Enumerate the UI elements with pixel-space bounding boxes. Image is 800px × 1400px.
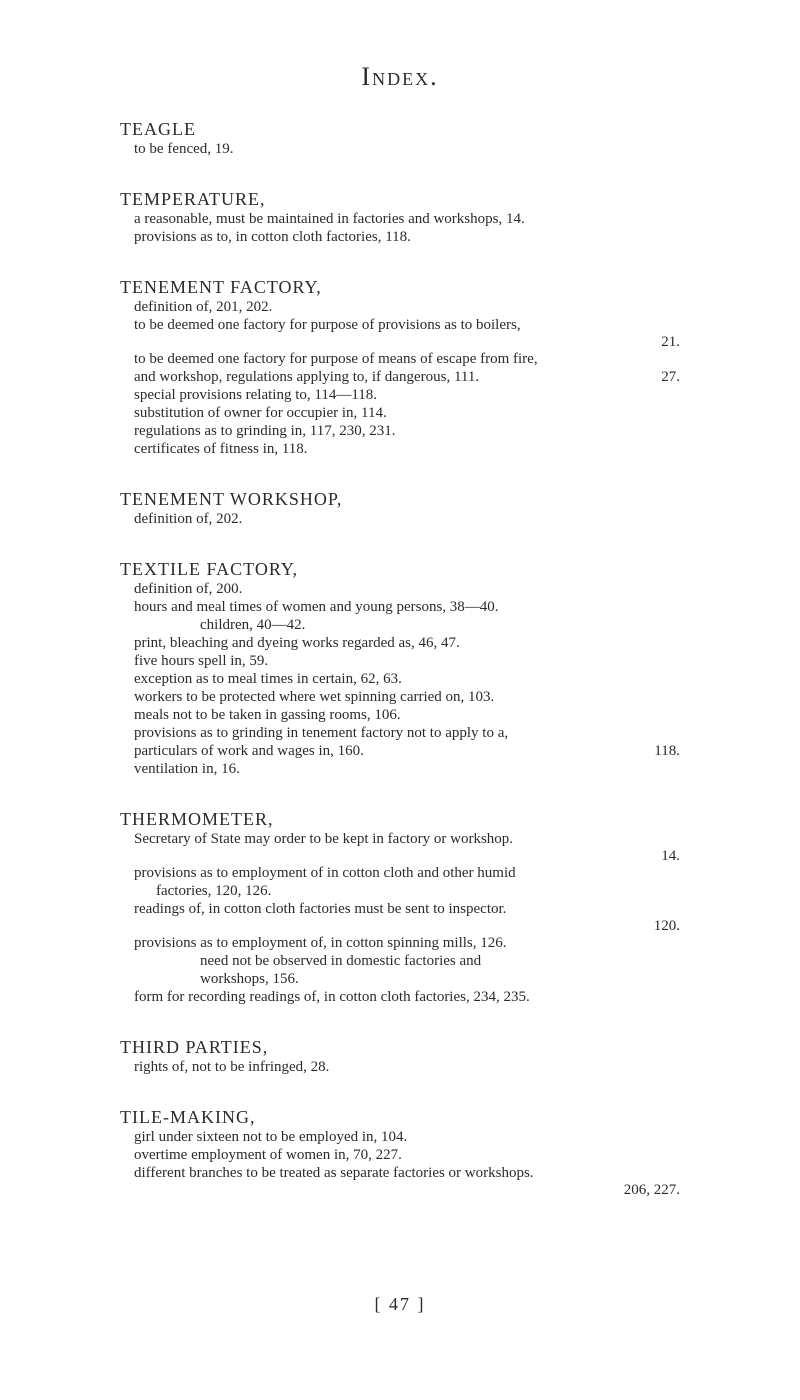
entry-line-text: particulars of work and wages in, 160. bbox=[134, 743, 364, 759]
entry-subline: children, 40—42. bbox=[200, 617, 306, 633]
index-entry-teagle bbox=[120, 118, 680, 158]
entry-line: meals not to be taken in gassing rooms, 106. bbox=[134, 707, 401, 723]
entry-heading: TENEMENT WORKSHOP, bbox=[120, 489, 343, 509]
index-content bbox=[120, 118, 680, 1228]
entry-line: different branches to be treated as separate factories or workshops. bbox=[134, 1165, 534, 1181]
entry-page-ref: 14. bbox=[661, 848, 680, 864]
entry-subline: factories, 120, 126. bbox=[156, 883, 272, 899]
entry-heading: THERMOMETER, bbox=[120, 809, 274, 829]
entry-line: definition of, 202. bbox=[134, 511, 243, 527]
entry-line: hours and meal times of women and young persons, 38—40. bbox=[134, 599, 499, 615]
entry-line: provisions as to employment of, in cotton spinning mills, 126. bbox=[134, 935, 507, 951]
index-entry-temperature bbox=[120, 188, 680, 246]
entry-line: workers to be protected where wet spinning carried on, 103. bbox=[134, 689, 495, 705]
page-title: Index. bbox=[361, 62, 439, 91]
entry-line: definition of, 201, 202. bbox=[134, 299, 273, 315]
entry-heading: TEMPERATURE, bbox=[120, 189, 266, 209]
page-number: [ 47 ] bbox=[374, 1294, 426, 1314]
entry-line: provisions as to employment of in cotton cloth and other humid bbox=[134, 865, 516, 881]
entry-line: exception as to meal times in certain, 62, 63. bbox=[134, 671, 402, 687]
entry-line: substitution of owner for occupier in, 114. bbox=[134, 405, 387, 421]
entry-line: definition of, 200. bbox=[134, 581, 243, 597]
entry-line: five hours spell in, 59. bbox=[134, 653, 269, 669]
entry-line: girl under sixteen not to be employed in, 104. bbox=[134, 1129, 408, 1145]
entry-line: readings of, in cotton cloth factories must be sent to inspector. bbox=[134, 901, 507, 917]
entry-line: certificates of fitness in, 118. bbox=[134, 441, 308, 457]
entry-line: to be fenced, 19. bbox=[134, 141, 234, 157]
entry-heading: TILE-MAKING, bbox=[120, 1107, 256, 1127]
entry-line: special provisions relating to, 114—118. bbox=[134, 387, 378, 403]
entry-page-ref: 27. bbox=[661, 369, 680, 385]
entry-line: rights of, not to be infringed, 28. bbox=[134, 1059, 330, 1075]
index-entry-textile-factory bbox=[120, 558, 680, 778]
entry-line: to be deemed one factory for purpose of means of escape from fire, bbox=[134, 351, 538, 367]
index-entry-tenement-workshop bbox=[120, 488, 680, 528]
index-entry-tile-making bbox=[120, 1106, 680, 1198]
entry-line: a reasonable, must be maintained in factories and workshops, 14. bbox=[134, 211, 525, 227]
entry-line-text: and workshop, regulations applying to, if dangerous, 111. bbox=[134, 369, 480, 385]
entry-line: overtime employment of women in, 70, 227. bbox=[134, 1147, 402, 1163]
entry-line: to be deemed one factory for purpose of provisions as to boilers, bbox=[134, 317, 521, 333]
entry-line bbox=[120, 368, 680, 386]
entry-line: print, bleaching and dyeing works regarded as, 46, 47. bbox=[134, 635, 460, 651]
entry-line: regulations as to grinding in, 117, 230, 231. bbox=[134, 423, 396, 439]
index-entry-thermometer bbox=[120, 808, 680, 1006]
entry-subline: workshops, 156. bbox=[200, 971, 299, 987]
entry-line: provisions as to, in cotton cloth factories, 118. bbox=[134, 229, 411, 245]
entry-subline: need not be observed in domestic factories and bbox=[200, 953, 482, 969]
entry-line: ventilation in, 16. bbox=[134, 761, 240, 777]
entry-page-ref: 206, 227. bbox=[623, 1182, 680, 1198]
index-entry-third-parties bbox=[120, 1036, 680, 1076]
index-entry-tenement-factory bbox=[120, 276, 680, 458]
entry-line: provisions as to grinding in tenement factory not to apply to a, bbox=[134, 725, 509, 741]
entry-heading: TENEMENT FACTORY, bbox=[120, 277, 322, 297]
entry-line: form for recording readings of, in cotton cloth factories, 234, 235. bbox=[134, 989, 530, 1005]
entry-heading: THIRD PARTIES, bbox=[120, 1037, 269, 1057]
entry-line: Secretary of State may order to be kept in factory or workshop. bbox=[134, 831, 514, 847]
entry-page-ref: 120. bbox=[653, 918, 680, 934]
entry-page-ref: 118. bbox=[654, 743, 680, 759]
entry-page-ref: 21. bbox=[661, 334, 680, 350]
entry-heading: TEAGLE bbox=[120, 119, 196, 139]
entry-heading: TEXTILE FACTORY, bbox=[120, 559, 299, 579]
entry-line bbox=[120, 742, 680, 760]
